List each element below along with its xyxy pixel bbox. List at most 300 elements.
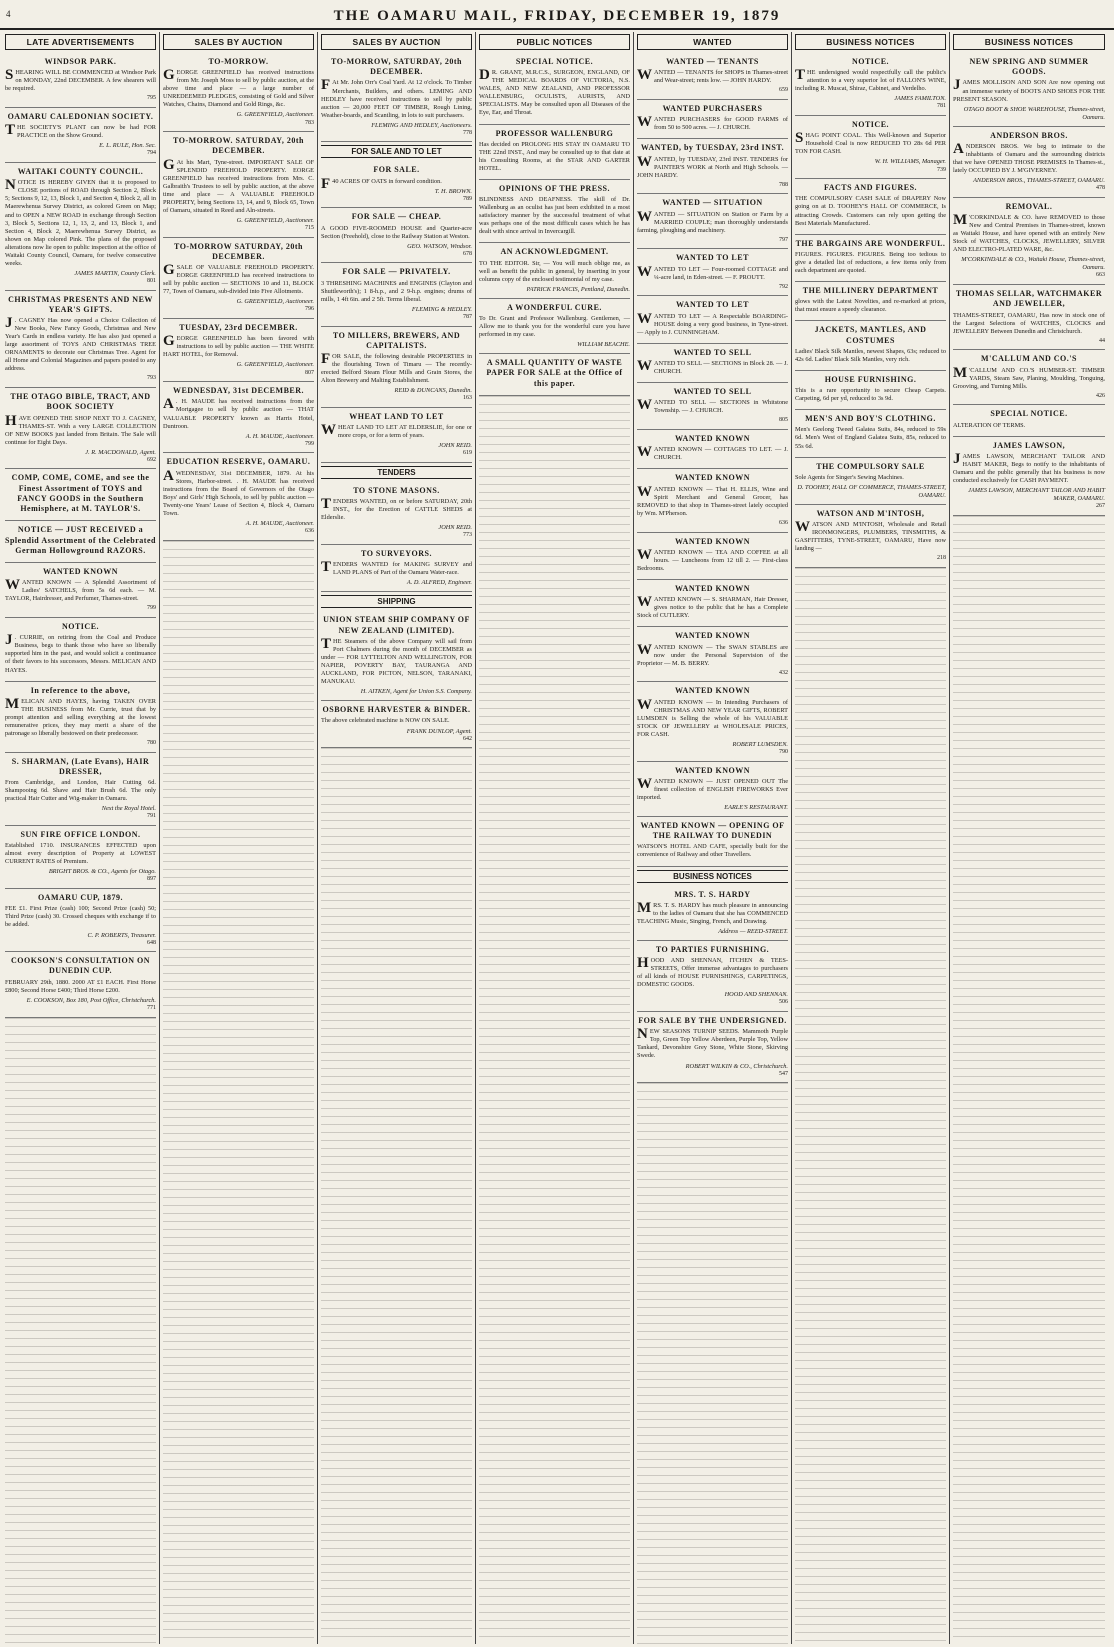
advertisement [637,627,788,682]
column-heading: SALES BY AUCTION [321,34,472,50]
ad-body-text: ANTED TO SELL — SECTIONS in Block 28. — J. CHURCH. [654,360,788,376]
drop-cap: G [163,262,175,279]
ad-body-text: ANTED, by TUESDAY, 23rd INST. TENDERS for PAINTER'S WORK at North and High Schools. — JOHN HARDY. [637,155,788,179]
ad-body [637,696,788,739]
drop-cap: S [795,130,804,147]
column-heading: LATE ADVERTISEMENTS [5,34,156,50]
drop-cap: W [637,641,652,658]
ad-body [321,498,472,522]
drop-cap: G [163,67,175,84]
section-heading: FOR SALE AND TO LET [321,145,472,158]
ad-body [321,561,472,577]
ad-title: WANTED KNOWN [42,567,119,577]
advertisement [321,408,472,463]
ad-body-text: ANTED KNOWN — A Splendid Assortment of Ladies' SATCHELS, from 5s 6d each. — M. TAYLOR, Hairdresser, and Perfumer, Thames-street. [5,579,156,603]
ad-title: THE BARGAINS ARE WONDERFUL. [795,238,946,248]
column-filler-text [953,516,1105,1644]
advertisement [637,580,788,627]
ad-body [637,208,788,235]
advertisement [479,354,630,396]
column-7 [950,32,1108,1644]
ad-number: 432 [779,669,788,676]
column-filler-text [637,1083,788,1644]
ad-title: MRS. T. S. HARDY [674,889,751,899]
ad-body-text: . CAGNEY Has now opened a Choice Collection of New Books, New Fancy Goods, Christmas and New Year's Cards in endless variety. He has also just opened a large assortment of TOYS AND CHRISTMAS TREE ORNAMENTS to decorate our Christmas Tree. Agent for all Home and Colonial Magazines and papers posted to any address. [5,317,156,373]
drop-cap: F [321,77,331,94]
ad-body [479,315,630,339]
ad-body-text: EW SEASONS TURNIP SEEDS. Mammoth Purple Top, Green Top Yellow Aberdeen, Purple Top, Yellow Tankard, Devonshire Grey Stone, White Stone, Skirving Swede. [637,1028,788,1060]
column-heading: BUSINESS NOTICES [953,34,1105,50]
ad-body [637,957,788,989]
ad-signature: HOOD AND SHENNAN. [724,991,788,999]
ad-signature: T. H. BROWN. [434,187,472,195]
ad-title: THOMAS SELLAR, WATCHMAKER AND JEWELLER, [955,289,1103,309]
ad-title: SPECIAL NOTICE. [990,409,1068,419]
ad-body-text: 'CORKINDALE & CO. have REMOVED to those New and Central Premises in Thames-street, known as Waitaki House, and have opened with an entirely New Stock of WATCHES, CLOCKS, JEWELLERY, SILVER AND ELECTRO-PLATED WARE, &c. [953,214,1105,254]
ad-body [953,140,1105,175]
ad-body-text: RS. T. S. HARDY has much pleasure in announcing to the ladies of Oamaru that she has COMMENCED TEACHING Music, Singing, French, and Drawing. [637,901,788,925]
drop-cap: T [321,635,332,652]
advertisement [795,321,946,371]
ad-title: WANTED KNOWN [674,765,751,775]
ad-body [5,69,156,93]
ad-signature: FRANK DUNLOP, Agent. [406,727,472,735]
drop-cap: M [5,695,20,712]
column-heading: BUSINESS NOTICES [795,34,946,50]
ad-signature: WILLIAM BEACHE. [577,341,630,349]
ad-signature: OTAGO BOOT & SHOE WAREHOUSE, Thames-street, Oamaru. [963,105,1105,121]
advertisement [637,344,788,383]
ad-body [637,69,788,85]
ad-body-text: 'CALLUM AND CO.'S HUMBER-ST. TIMBER YARDS, Steam Saw, Planing, Moulding, Tonguing, Grooving, and Turning Mills. [953,366,1105,390]
ad-signature: W. H. WILLIAMS, Manager. [874,158,946,166]
ad-body-text: THE COMPULSORY CASH SALE of DRAPERY Now going on at D. TOOHEY'S HALL OF COMMERCE, Is attracting Crowds. Customers can rely upon getting the Best Materials Manufactured. [795,195,946,227]
ad-body-text: . CURRIE, on retiring from the Coal and Produce Business, begs to thank those who have so liberally supported him in the past, and would solicit a continuance of their favors to his successors, Messrs. MELICAN AND HAYES. [5,634,156,674]
column-heading: WANTED [637,34,788,50]
ad-title: COMP, COME, COME, and see the Finest Assortment of TOYS and FANCY GOODS in the Southern Hemisphere, at M. TAYLOR'S. [11,473,150,514]
ad-title: HOUSE FURNISHING. [824,374,917,384]
advertisement [5,521,156,563]
ad-body [953,364,1105,391]
advertisement [479,125,630,180]
ad-signature: E. COOKSON, Box 180, Post Office, Christchurch. [26,996,156,1004]
drop-cap: J [5,632,13,649]
ad-body [953,422,1105,430]
ad-body [795,521,946,553]
ad-number: 792 [779,283,788,290]
advertisement [953,437,1105,516]
ad-body-text: The above celebrated machine is NOW ON SALE. [321,717,450,725]
ad-body-text: ANTED KNOWN — In Intending Purchasers of CHRISTMAS AND NEW YEAR GIFTS, ROBERT LUMSDEN is Selling the whole of his VALUABLE STOCK OF JEWELLERY at WHOLESALE PRICES, FOR CASH. [637,698,788,738]
ad-body-text: At Mr. John Orr's Coal Yard. At 12 o'clock. To Timber Merchants, Builders, and others. LEMING AND HEDLEY have received instructions to sell by public auction — 20,000 FEET OF TIMBER, Rough Lining, Weather-boards, and Scantling, in lots to suit purchasers. [321,79,472,119]
ad-number: 795 [147,95,156,102]
advertisement [479,299,630,354]
advertisement [795,371,946,410]
advertisement [953,127,1105,198]
drop-cap: W [637,546,652,563]
ad-signature: FLEMING AND HEDLEY, Auctioneers. [371,121,472,129]
ad-title: TO SURVEYORS. [361,549,432,559]
advertisement [637,249,788,296]
advertisement [5,469,156,521]
ad-body-text: ANTED — SITUATION on Station or Farm by a MARRIED COUPLE; man thoroughly understands farming, ploughing and machinery. [637,210,788,234]
ad-number: 619 [463,450,472,457]
ad-number: 739 [937,166,946,173]
ad-number: 797 [779,236,788,243]
ad-title: ANDERSON BROS. [990,130,1068,140]
ad-body [163,335,314,359]
drop-cap: G [163,333,175,350]
ad-body [479,141,630,173]
ad-body-text: From Cambridge, and London, Hair Cutting 6d. Shampooing 6d. Shave and Hair Brush 6d. The only practical Hair Cutter and Wig-maker in Oamaru. [5,779,156,803]
ad-body [795,195,946,227]
advertisement [637,1012,788,1083]
drop-cap: M [637,899,652,916]
ad-title: WANTED PURCHASERS [662,104,763,113]
ad-body [163,467,314,518]
ad-body-text: AMES MOLLISON AND SON Are now opening out an immense variety of BOOTS AND SHOES FOR THE PRESENT SEASON. [953,79,1105,103]
ad-number: 793 [147,375,156,382]
drop-cap: D [479,67,490,84]
ad-number: 715 [305,225,314,232]
ad-body [5,695,156,738]
ad-body [5,317,156,373]
ad-body-text: At his Mart, Tyne-street. IMPORTANT SALE OF SPLENDID FREEHOLD PROPERTY. EORGE GREENFIELD has received instructions from Mrs. C. Galbraith's Trustees to sell by public auction, at the above time and place — A VALUABLE FREEHOLD PROPERTY, being Sections 13, 14, and 9, Block 65, Town of Oamaru, situated in Reed and Aln-streets. [163,158,314,214]
ad-body-text: A GOOD FIVE-ROOMED HOUSE and Quarter-acre Section (Freehold), close to the Railway Station at Weston. [321,224,472,240]
ad-title: M'CALLUM AND CO.'S [981,354,1077,364]
ad-number: 636 [779,519,788,526]
ad-body [163,69,314,109]
advertisement [795,458,946,505]
advertisement [637,383,788,430]
ad-body [795,69,946,93]
advertisement [795,410,946,457]
ad-title: AN ACKNOWLEDGMENT. [500,247,609,257]
ad-title: WANTED TO SELL [673,387,752,397]
ad-body-text: Has decided on PROLONG HIS STAY IN OAMARU TO THE 22nd INST., And may be consulted up to that date at his Consulting Rooms, at the STAR AND GARTER HOTEL. [479,140,630,172]
advertisement [5,53,156,108]
ad-body [637,843,788,859]
ad-body [637,546,788,573]
ad-title: OAMARU CALEDONIAN SOCIETY. [7,112,154,122]
ad-body-text: To Dr. Grant and Professor Wallenburg. Gentlemen, — Allow me to thank you for the wonderful cure you have performed in my case. [479,315,630,339]
advertisement [163,319,314,382]
ad-title: REMOVAL. [1005,201,1053,211]
ad-body-text: ANTED TO LET — A Respectable BOARDING-HOUSE doing a very good business, in Tyne-street. — Apply to J. CUNNINGHAM. [637,312,788,336]
advertisement [795,505,946,568]
ad-body [953,312,1105,336]
advertisement [321,545,472,592]
ad-body-text: THAMES-STREET, OAMARU, Has now in stock one of the Largest Selections of WATCHES, CLOCKS and JEWELLERY Between Dunedin and Christchurch. [953,311,1105,335]
ad-body [321,79,472,119]
ad-number: 796 [305,306,314,313]
advertisement [163,238,314,319]
ad-title: WANTED KNOWN [674,473,751,483]
drop-cap: A [163,467,174,484]
ad-title: FOR SALE BY THE UNDERSIGNED. [638,1016,787,1026]
advertisement [795,116,946,179]
ad-title: WANTED KNOWN [674,583,751,593]
drop-cap: W [637,397,652,414]
ad-number: 778 [463,129,472,136]
ad-number: 44 [1099,337,1105,344]
ad-body [637,596,788,620]
ad-body [637,483,788,518]
ad-number: 648 [147,939,156,946]
ad-body [5,905,156,929]
advertisement [163,132,314,238]
ad-number: 794 [147,150,156,157]
drop-cap: M [953,364,968,381]
advertisement [795,235,946,282]
ad-title: JAMES LAWSON, [992,440,1066,450]
ad-body [637,399,788,415]
ad-signature: G. GREENFIELD, Auctioneer. [236,216,314,224]
advertisement [637,817,788,867]
ad-title: WANTED TO LET [676,300,749,310]
ad-number: 506 [779,999,788,1006]
ad-body-text: WATSON'S HOTEL AND CAFE, specially built for the convenience of Railway and other Travellers. [637,843,788,859]
drop-cap: W [637,310,652,327]
section-heading: TENDERS [321,466,472,479]
drop-cap: H [637,955,649,972]
ad-body-text: ANTED TO SELL — SECTIONS in Whitstone Township. — J. CHURCH. [654,399,788,415]
ad-title: THE OTAGO BIBLE, TRACT, AND BOOK SOCIETY [10,392,151,412]
ad-number: 642 [463,735,472,742]
ad-body [5,779,156,803]
ad-body-text: 3 THRESHING MACHINES and ENGINES (Clayton and Shuttleworth's); 1 8-h.p., and 2 9-h.p. engines; drums of mills, 1 4ft 6in. and 2 5ft. Terms liberal. [321,279,472,303]
ad-body [637,263,788,282]
ad-signature: GEO. WATSON, Windsor. [407,242,472,250]
column-filler-text [795,568,946,1644]
section-heading: SHIPPING [321,595,472,608]
ad-title: THE MILLINERY DEPARTMENT [802,285,939,295]
page-number: 4 [6,9,11,19]
drop-cap: W [637,696,652,713]
ad-body [163,398,314,430]
column-5 [634,32,792,1644]
ad-body-text: Ladies' Black Silk Mantles, newest Shapes, 63s; reduced to 42s 6d. Ladies' Black Silk Mantles, very rich. [795,347,946,363]
ad-signature: A. D. ALFRED, Engineer. [406,579,472,587]
ad-title: WANTED TO SELL [673,347,752,357]
advertisement [5,388,156,469]
ad-body-text: ANTED KNOWN — COTTAGES TO LET. — J. CHURCH. [654,446,788,462]
ad-number: 678 [463,250,472,257]
ad-title: WANTED TO LET [676,253,749,263]
drop-cap: W [637,114,652,131]
ad-body [163,156,314,215]
advertisement [637,533,788,580]
ad-number: 790 [779,748,788,755]
advertisement [637,430,788,469]
ad-body [321,424,472,440]
ad-title: WANTED — TENANTS [666,57,759,66]
ad-title: WANTED KNOWN [674,536,751,546]
ad-title: WHEAT LAND TO LET [349,411,444,421]
ad-body-text: Established 1710. INSURANCES EFFECTED upon almost every description of Property at LOWEST CURRENT RATES of Premium. [5,842,156,866]
ad-body-text: ANTED KNOWN — JUST OPENED OUT The finest collection of ENGLISH FIREWORKS Ever imported. [637,777,788,801]
drop-cap: J [5,315,13,332]
ad-number: 478 [1096,185,1105,192]
ad-body [637,775,788,802]
advertisement [5,682,156,753]
ad-number: 780 [147,740,156,747]
ad-number: 659 [779,87,788,94]
ad-signature: REID & DUNCANS, Dunedin. [394,387,472,395]
ad-signature: JAMES FAMILTON. [894,95,946,103]
ad-number: 789 [463,195,472,202]
ad-title: UNION STEAM SHIP COMPANY OF NEW ZEALAND (LIMITED). [323,615,470,635]
ad-body-text: ANTED KNOWN — S. SHARMAN, Hair Dresser, gives notice to the public that he has a Complete Stock of CUTLERY. [637,596,788,620]
advertisement [637,469,788,532]
ad-body [321,353,472,385]
ad-body [953,79,1105,103]
ad-body-text: HE SOCIETY'S PLANT can now be had FOR PRACTICE on the Show Ground. [17,124,156,140]
ad-signature: ANDERSON BROS., THAMES-STREET, OAMARU. [973,177,1105,185]
ad-title: TO-MORROW. [208,57,269,66]
ad-body [953,214,1105,254]
ad-title: FOR SALE — CHEAP. [351,212,442,222]
drop-cap: T [795,67,806,84]
ad-number: 692 [147,456,156,463]
ad-number: 163 [463,395,472,402]
ad-signature: JOHN REID. [438,524,472,532]
ad-signature: JAMES LAWSON, MERCHANT TAILOR AND HABIT MAKER, OAMARU. [968,487,1105,503]
ad-title: WAITAKI COUNTY COUNCIL. [17,167,144,177]
ad-body [479,69,630,117]
advertisement [637,296,788,343]
ad-body-text: FEBRUARY 29th, 1880. 2000 AT £1 EACH. First Horse £800; Second Horse £400; Third Horse £200. [5,978,156,994]
ad-number: 773 [463,532,472,539]
drop-cap: J [953,450,961,467]
ad-number: 787 [463,313,472,320]
ad-title: NOTICE. [851,120,890,130]
ad-body [637,641,788,668]
ad-number: 807 [305,369,314,376]
section-heading: BUSINESS NOTICES [637,870,788,883]
advertisement [795,179,946,234]
ad-title: TO-MORROW SATURDAY, 20th DECEMBER. [174,241,303,261]
ad-body-text: Men's Geelong Tweed Galatea Suits, 84s, reduced to 59s 6d. Men's West of England Galatea Suits, 85s, reduced to 55s 6d. [795,426,946,450]
ad-body [795,251,946,275]
ad-title: TO-MORROW. SATURDAY, 20th DECEMBER. [173,136,304,156]
advertisement [321,161,472,208]
ad-title: WANTED KNOWN [674,686,751,696]
ad-title: EDUCATION RESERVE, OAMARU. [166,457,311,467]
ad-body-text: ANTED KNOWN — That H. ELLIS, Wine and Spirit Merchant and General Grocer, has REMOVED to that shop in Thames-street lately occupied by Wm. M'Pherson. [637,485,788,517]
ad-signature: C. P. ROBERTS, Treasurer. [87,931,156,939]
ad-title: A WONDERFUL CURE. [507,302,602,312]
ad-body-text: HEARING WILL BE COMMENCED at Windsor Park on MONDAY, 22nd DECEMBER. A few shearers will be required. [5,69,156,93]
ad-body [795,348,946,364]
ad-title: THE COMPULSORY SALE [816,461,925,471]
ad-body-text: ENDERS WANTED, on or before SATURDAY, 20th INST., for the Erection of CATTLE SHEDS at Elderslie. [321,498,472,522]
drop-cap: F [321,175,331,192]
drop-cap: N [637,1026,648,1043]
ad-signature: JAMES MARTIN, County Clerk. [74,269,156,277]
column-1 [2,32,160,1644]
drop-cap: W [5,577,20,594]
ad-title: S. SHARMAN, (Late Evans), HAIR DRESSER, [11,756,150,776]
ad-signature: FLEMING & HEDLEY. [411,305,472,313]
ad-body-text: ANTED — TENANTS for SHOPS in Thames-street and Wear-street; rents low. — JOHN HARDY. [654,69,788,85]
ad-signature: BRIGHT BROS. & CO., Agents for Otago. [48,868,156,876]
ad-title: WANTED — SITUATION [662,198,763,208]
ad-number: 799 [147,605,156,612]
ad-body [795,387,946,403]
page-columns [2,32,1112,1644]
ad-title: WANTED, by TUESDAY, 23rd INST. [640,143,785,153]
drop-cap: W [637,483,652,500]
ad-body [637,360,788,376]
ad-title: WANTED KNOWN — OPENING OF THE RAILWAY TO DUNEDIN [640,820,785,841]
ad-number: 426 [1096,392,1105,399]
advertisement [637,762,788,817]
ad-body [795,426,946,450]
ad-body-text: NDERSON BROS. We beg to intimate to the inhabitants of Oamaru and the surrounding districts that we have OPENED THOSE PREMISES In Thames-st., lately OCCUPIED BY J. M'GIVERNEY. [953,142,1105,175]
advertisement [637,100,788,139]
advertisement [479,53,630,125]
advertisement [637,682,788,761]
ad-body-text: ALTERATION OF TERMS. [953,421,1026,429]
ad-body [5,842,156,866]
ad-body-text: HAG POINT COAL. This Well-known and Superior Household Coal is now REDUCED TO 28s 6d PER TON FOR CASH. [795,132,946,156]
ad-number: 781 [937,103,946,110]
ad-body-text: R. GRANT, M.R.C.S., SURGEON, ENGLAND, OF THE MEDICAL BOARDS OF VICTORIA, N.S. WALES, AND NEW ZEALAND, AND PROFESSOR WALLENBURG, OCULISTS, AURISTS, AND SPECIALISTS. May be consulted upon all Diseases of the Eye, Ear, and Throat. [479,69,630,117]
ad-body [5,412,156,447]
ad-number: 218 [937,555,946,562]
advertisement [5,563,156,618]
advertisement [321,611,472,701]
ad-body [163,264,314,296]
ad-body [795,132,946,156]
ad-body-text: ANTED TO LET — Four-roomed COTTAGE and ¼-acre land, in Eden-street. — F. PROUTT. [654,265,788,281]
advertisement [5,826,156,889]
advertisement [637,194,788,249]
ad-body-text: glows with the Latest Novelties, and re-marked at prices, that must ensure a speedy clearance. [795,298,946,314]
drop-cap: W [637,67,652,84]
ad-signature: Next the Royal Hotel. [101,805,156,813]
drop-cap: T [5,122,16,139]
column-heading: SALES BY AUCTION [163,34,314,50]
drop-cap: M [953,212,968,229]
ad-title: TO PARTIES FURNISHING. [655,944,770,954]
ad-body [5,979,156,995]
drop-cap: G [163,156,175,173]
advertisement [5,753,156,826]
ad-body-text: WEDNESDAY, 31st DECEMBER, 1879. At his Stores, Harbor-street. . H. MAUDE has received instructions from the Board of Governors of the Otago Boys' and Girls' High Schools, to sell by public auction — Twenty-one Years' Lease of Section 4, Block 4, Oamaru Town. [163,469,314,517]
ad-number: 547 [779,1070,788,1077]
ad-body-text: ATSON AND M'INTOSH, Wholesale and Retail IRONMONGERS, PLUMBERS, TINSMITHS, & GASFITTERS, TYNE-STREET, OAMARU, Have now landing — [795,521,946,553]
column-heading: PUBLIC NOTICES [479,34,630,50]
drop-cap: S [5,67,14,84]
ad-number: 771 [147,1004,156,1011]
advertisement [479,243,630,298]
drop-cap: T [321,559,332,576]
drop-cap: A [953,140,964,157]
ad-title: TO STONE MASONS. [353,485,440,495]
ad-title: NOTICE. [61,622,100,632]
ad-signature: D. TOOHEY, HALL OF COMMERCE, THAMES-STREET, OAMARU. [797,483,946,499]
ad-title: CHRISTMAS PRESENTS AND NEW YEAR'S GIFTS. [8,294,153,314]
drop-cap: F [321,351,331,368]
ad-body-text: OTICE IS HEREBY GIVEN that it is proposed to CLOSE portions of ROAD through Section 2, Block 5; Sections 9, 12, 13, Block 1, and Section 4, Block 2, all in Maerewhenua Survey District, as colored Green on Map; and to OPEN a NEW ROAD in exchange through Section 3, Block 5, Sections 12, 1, 13, 2, and 13, Block 1, and Section 4, Block 2, Maerewhenua Survey District, as shown on Map colored Pink. The plans of the proposed alterations now lie open to public inspection at the office of Waitaki County Council, Oamaru, for twelve consecutive weeks. [5,179,156,267]
ad-title: OPINIONS OF THE PRESS. [498,183,611,193]
ad-title: COOKSON'S CONSULTATION ON DUNEDIN CUP. [10,956,151,976]
advertisement [953,285,1105,350]
ad-body-text: HEAT LAND TO LET AT ELDERSLIE, for one or more crops, or for a term of years. [338,424,472,440]
advertisement [5,618,156,681]
